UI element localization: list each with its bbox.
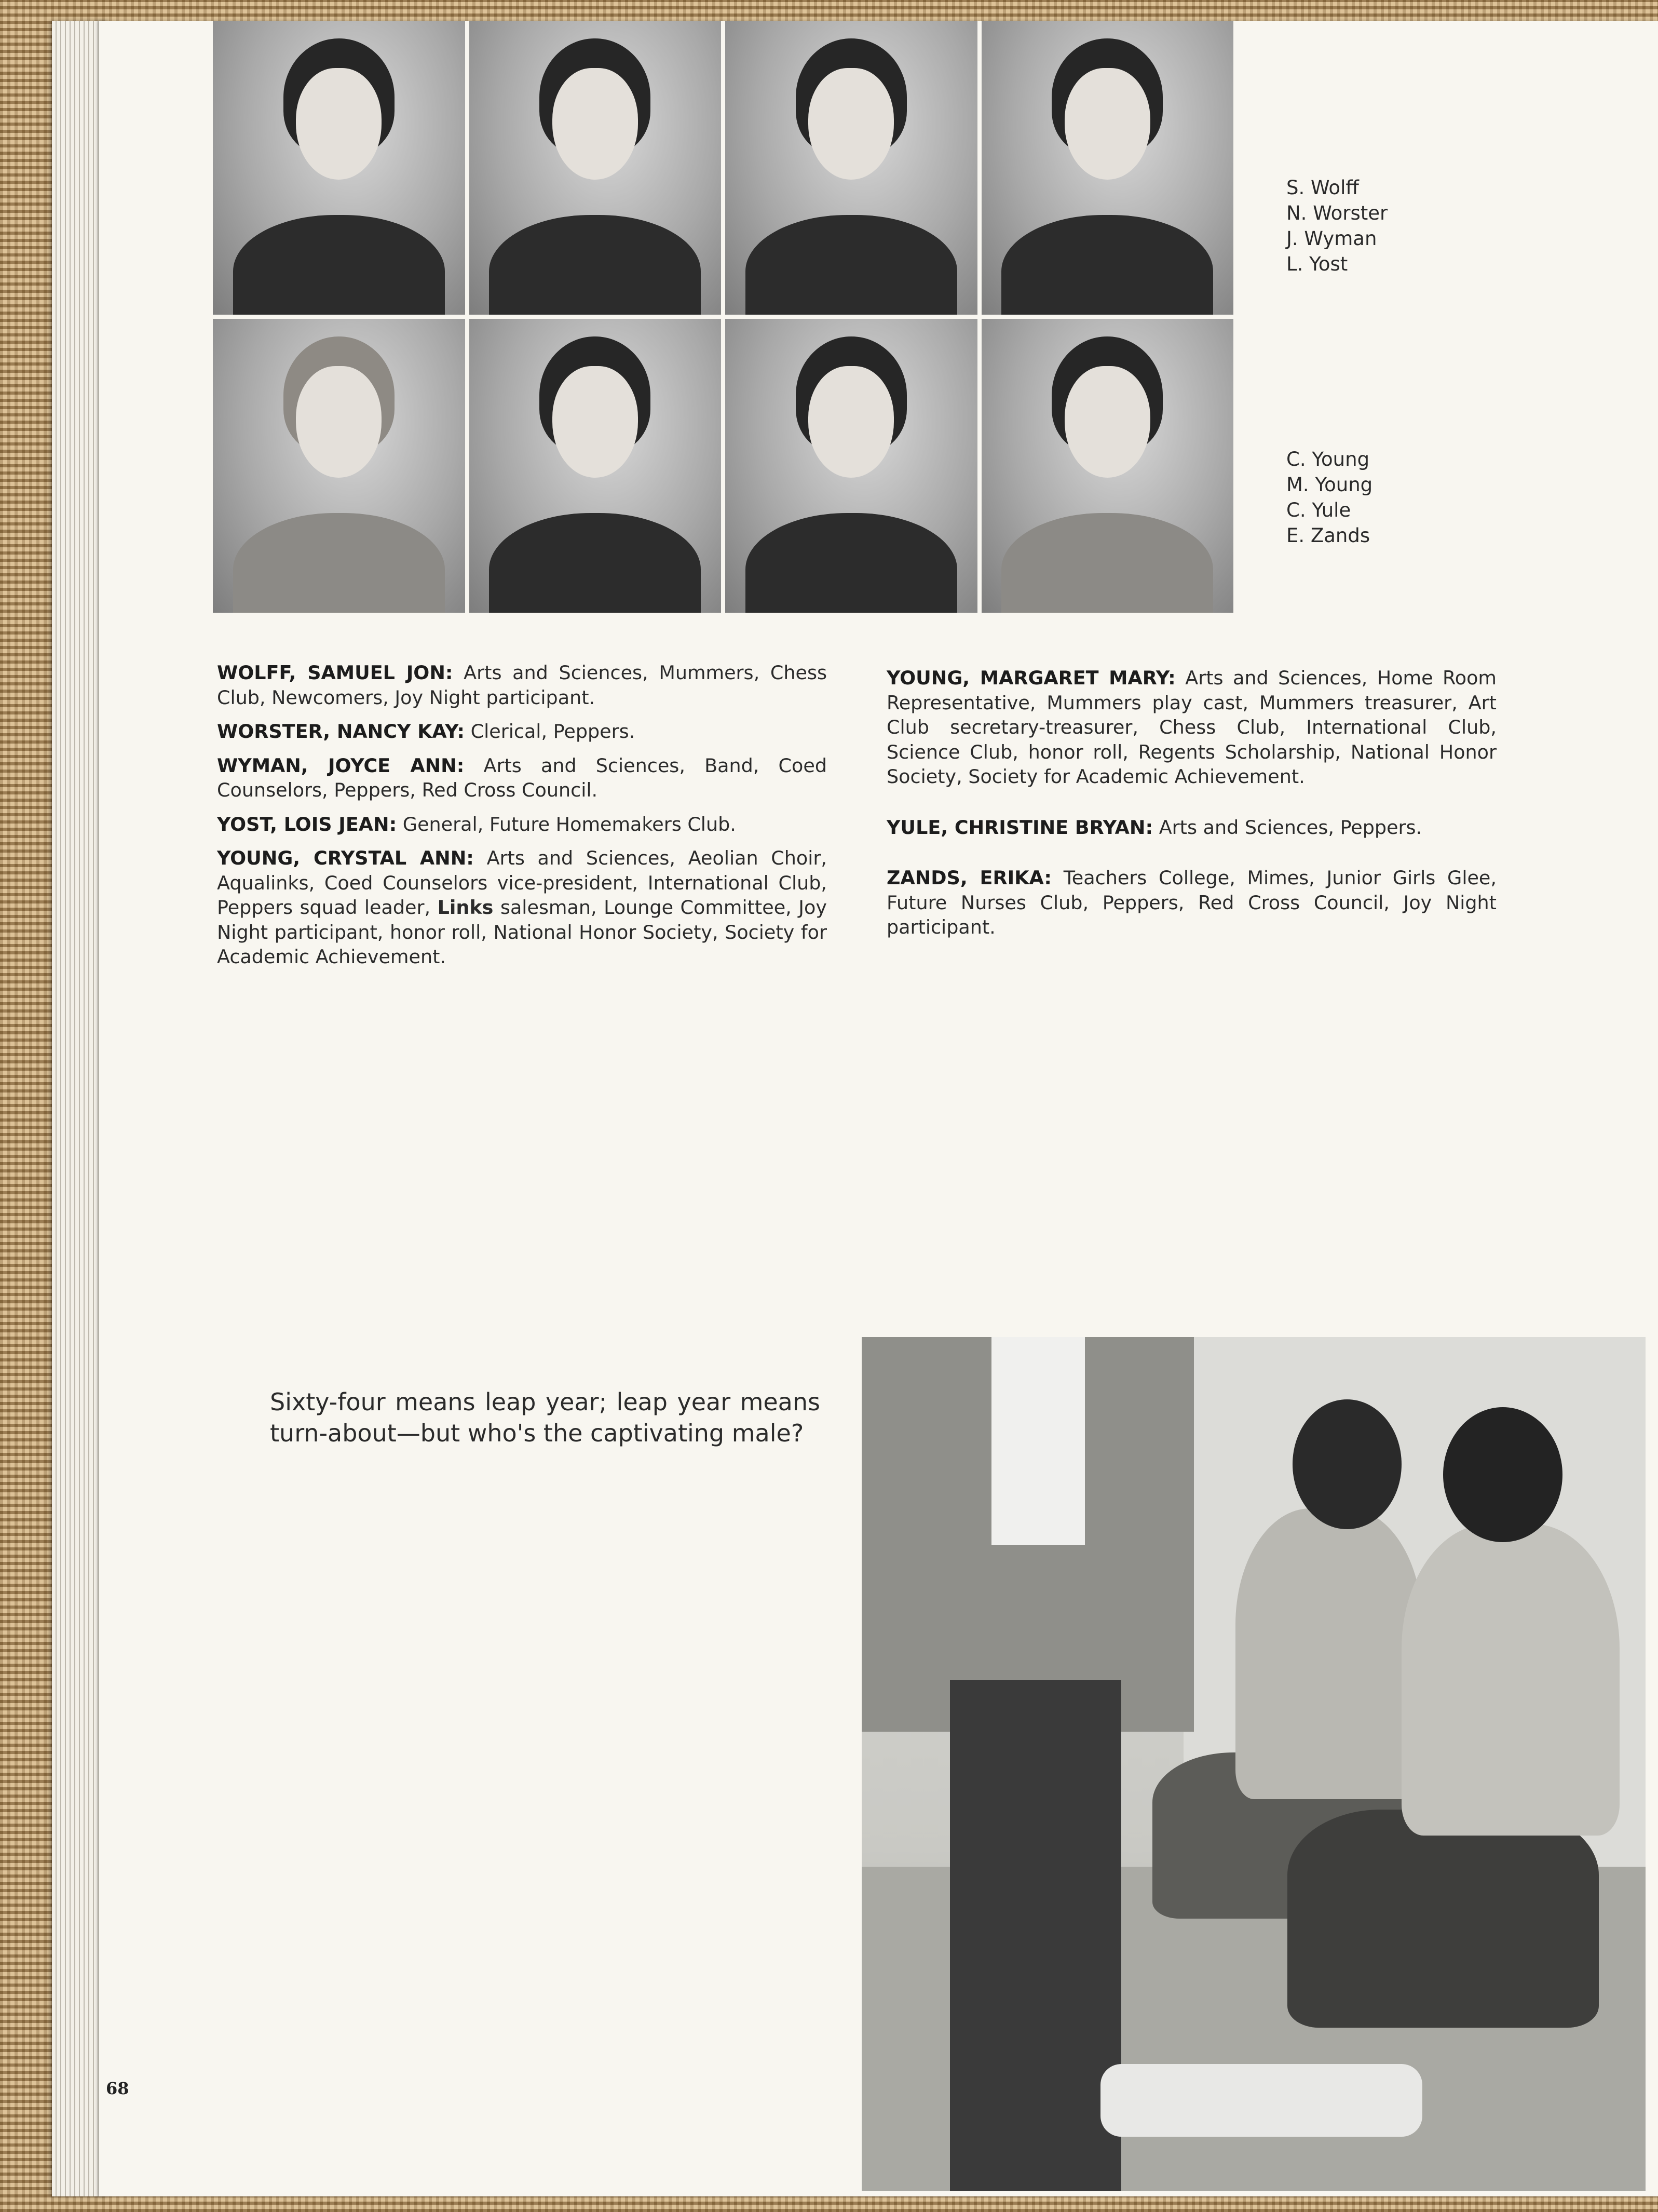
portrait-wolff <box>213 21 465 315</box>
links-yearbook-name: Links <box>437 896 494 919</box>
portrait-yule <box>725 319 977 613</box>
page-number: 68 <box>106 2079 129 2098</box>
bio-column-left <box>217 660 827 979</box>
caption-wolff: S. Wolff <box>1286 177 1359 199</box>
portrait-worster <box>469 21 722 315</box>
portrait-grid <box>213 21 1233 613</box>
portrait-yost <box>982 21 1234 315</box>
portrait-zands <box>982 319 1234 613</box>
caption-yule: C. Yule <box>1286 499 1351 521</box>
bio-column-right <box>887 666 1497 949</box>
bio-c-young: YOUNG, CRYSTAL ANN: Arts and Sciences, Aeolian Choir, Aqualinks, Coed Counselors vice-president, International Club, Peppers squad leader, Links salesman, Lounge Committee, Joy Night participant, honor roll, National Honor Society, Society for Academic Achievement. <box>217 847 827 968</box>
candid-photo <box>862 1337 1646 2191</box>
bio-m-young: YOUNG, MARGARET MARY: Arts and Sciences, Home Room Representative, Mummers play cast, Mummers treasurer, Art Club secretary-treasurer, Chess Club, International Club, Science Club, honor roll, Regents Scholarship, National Honor Society, Society for Academic Achievement. <box>887 667 1497 788</box>
caption-c-young: C. Young <box>1286 448 1370 470</box>
caption-yost: L. Yost <box>1286 253 1348 275</box>
bio-worster: WORSTER, NANCY KAY: Clerical, Peppers. <box>217 720 635 743</box>
portrait-captions-row2 <box>1286 447 1372 548</box>
bio-wyman: WYMAN, JOYCE ANN: Arts and Sciences, Band, Coed Counselors, Peppers, Red Cross Council. <box>217 754 827 801</box>
bio-zands: ZANDS, ERIKA: Teachers College, Mimes, Junior Girls Glee, Future Nurses Club, Peppers, Red Cross Council, Joy Night participant. <box>887 867 1497 938</box>
portrait-m-young <box>469 319 722 613</box>
bio-yule: YULE, CHRISTINE BRYAN: Arts and Sciences, Peppers. <box>887 816 1422 839</box>
bio-wolff: WOLFF, SAMUEL JON: Arts and Sciences, Mummers, Chess Club, Newcomers, Joy Night participant. <box>217 662 827 709</box>
portrait-c-young <box>213 319 465 613</box>
caption-zands: E. Zands <box>1286 524 1370 547</box>
bio-yost: YOST, LOIS JEAN: General, Future Homemakers Club. <box>217 813 736 835</box>
portrait-wyman <box>725 21 977 315</box>
caption-wyman: J. Wyman <box>1286 227 1377 250</box>
portrait-captions-row1 <box>1286 175 1388 277</box>
photo-caption: Sixty-four means leap year; leap year means turn-about—but who's the captivating male? <box>270 1388 820 1447</box>
caption-m-young: M. Young <box>1286 474 1373 496</box>
caption-worster: N. Worster <box>1286 202 1388 224</box>
